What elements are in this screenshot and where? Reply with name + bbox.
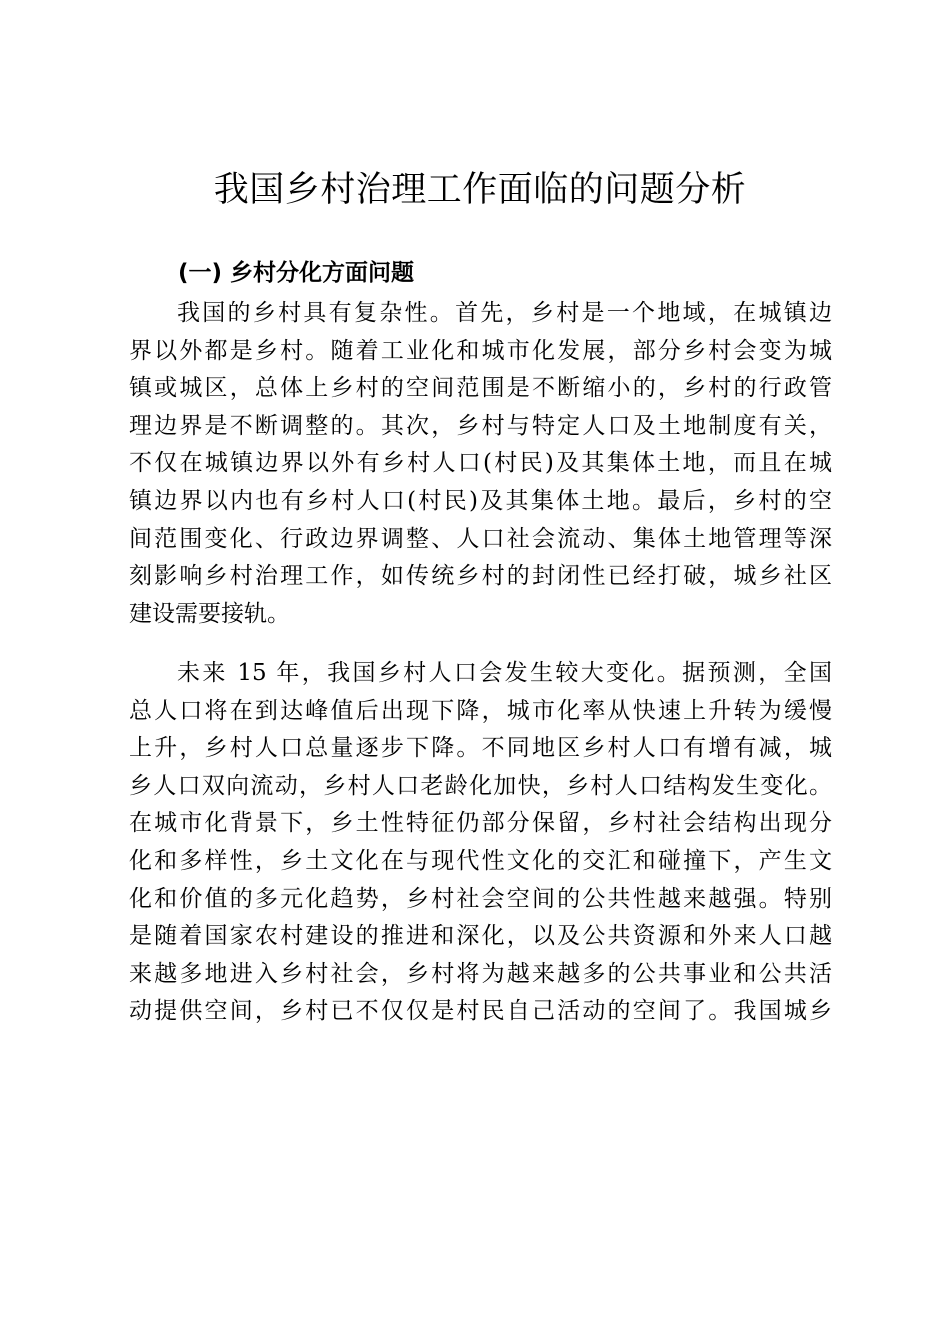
section-heading: (一) 乡村分化方面问题 <box>178 260 415 286</box>
paragraph-line: 动提供空间，乡村已不仅仅是村民自己活动的空间了。我国城乡 <box>129 998 832 1025</box>
paragraph-line: 乡人口双向流动，乡村人口老龄化加快，乡村人口结构发生变化。 <box>129 772 832 799</box>
paragraph-line: 在城市化背景下，乡土性特征仍部分保留，乡村社会结构出现分 <box>129 810 832 837</box>
paragraph-line: 界以外都是乡村。随着工业化和城市化发展，部分乡村会变为城 <box>129 337 832 364</box>
paragraph-line: 是随着国家农村建设的推进和深化，以及公共资源和外来人口越 <box>129 923 832 950</box>
paragraph-line: 镇边界以内也有乡村人口(村民)及其集体土地。最后，乡村的空 <box>129 487 832 514</box>
paragraph-line: 来越多地进入乡村社会，乡村将为越来越多的公共事业和公共活 <box>129 960 832 987</box>
document-title: 我国乡村治理工作面临的问题分析 <box>213 170 747 210</box>
paragraph-line: 理边界是不断调整的。其次，乡村与特定人口及土地制度有关， <box>129 412 832 439</box>
paragraph-1 <box>129 295 832 633</box>
paragraph-line: 总人口将在到达峰值后出现下降，城市化率从快速上升转为缓慢 <box>129 697 832 724</box>
paragraph-line: 建设需要接轨。 <box>129 600 290 627</box>
paragraph-line: 化和多样性，乡土文化在与现代性文化的交汇和碰撞下，产生文 <box>129 847 832 874</box>
paragraph-2 <box>129 655 832 1031</box>
paragraph-line: 化和价值的多元化趋势，乡村社会空间的公共性越来越强。特别 <box>129 885 832 912</box>
paragraph-line: 刻影响乡村治理工作，如传统乡村的封闭性已经打破，城乡社区 <box>129 563 832 590</box>
paragraph-line: 不仅在城镇边界以外有乡村人口(村民)及其集体土地，而且在城 <box>129 450 832 477</box>
paragraph-line: 上升，乡村人口总量逐步下降。不同地区乡村人口有增有减，城 <box>129 735 832 762</box>
paragraph-line: 镇或城区，总体上乡村的空间范围是不断缩小的，乡村的行政管 <box>129 375 832 402</box>
paragraph-line: 未来 15 年，我国乡村人口会发生较大变化。据预测，全国 <box>177 660 832 686</box>
paragraph-line: 我国的乡村具有复杂性。首先，乡村是一个地域，在城镇边 <box>177 300 832 326</box>
paragraph-line: 间范围变化、行政边界调整、人口社会流动、集体土地管理等深 <box>129 525 832 552</box>
